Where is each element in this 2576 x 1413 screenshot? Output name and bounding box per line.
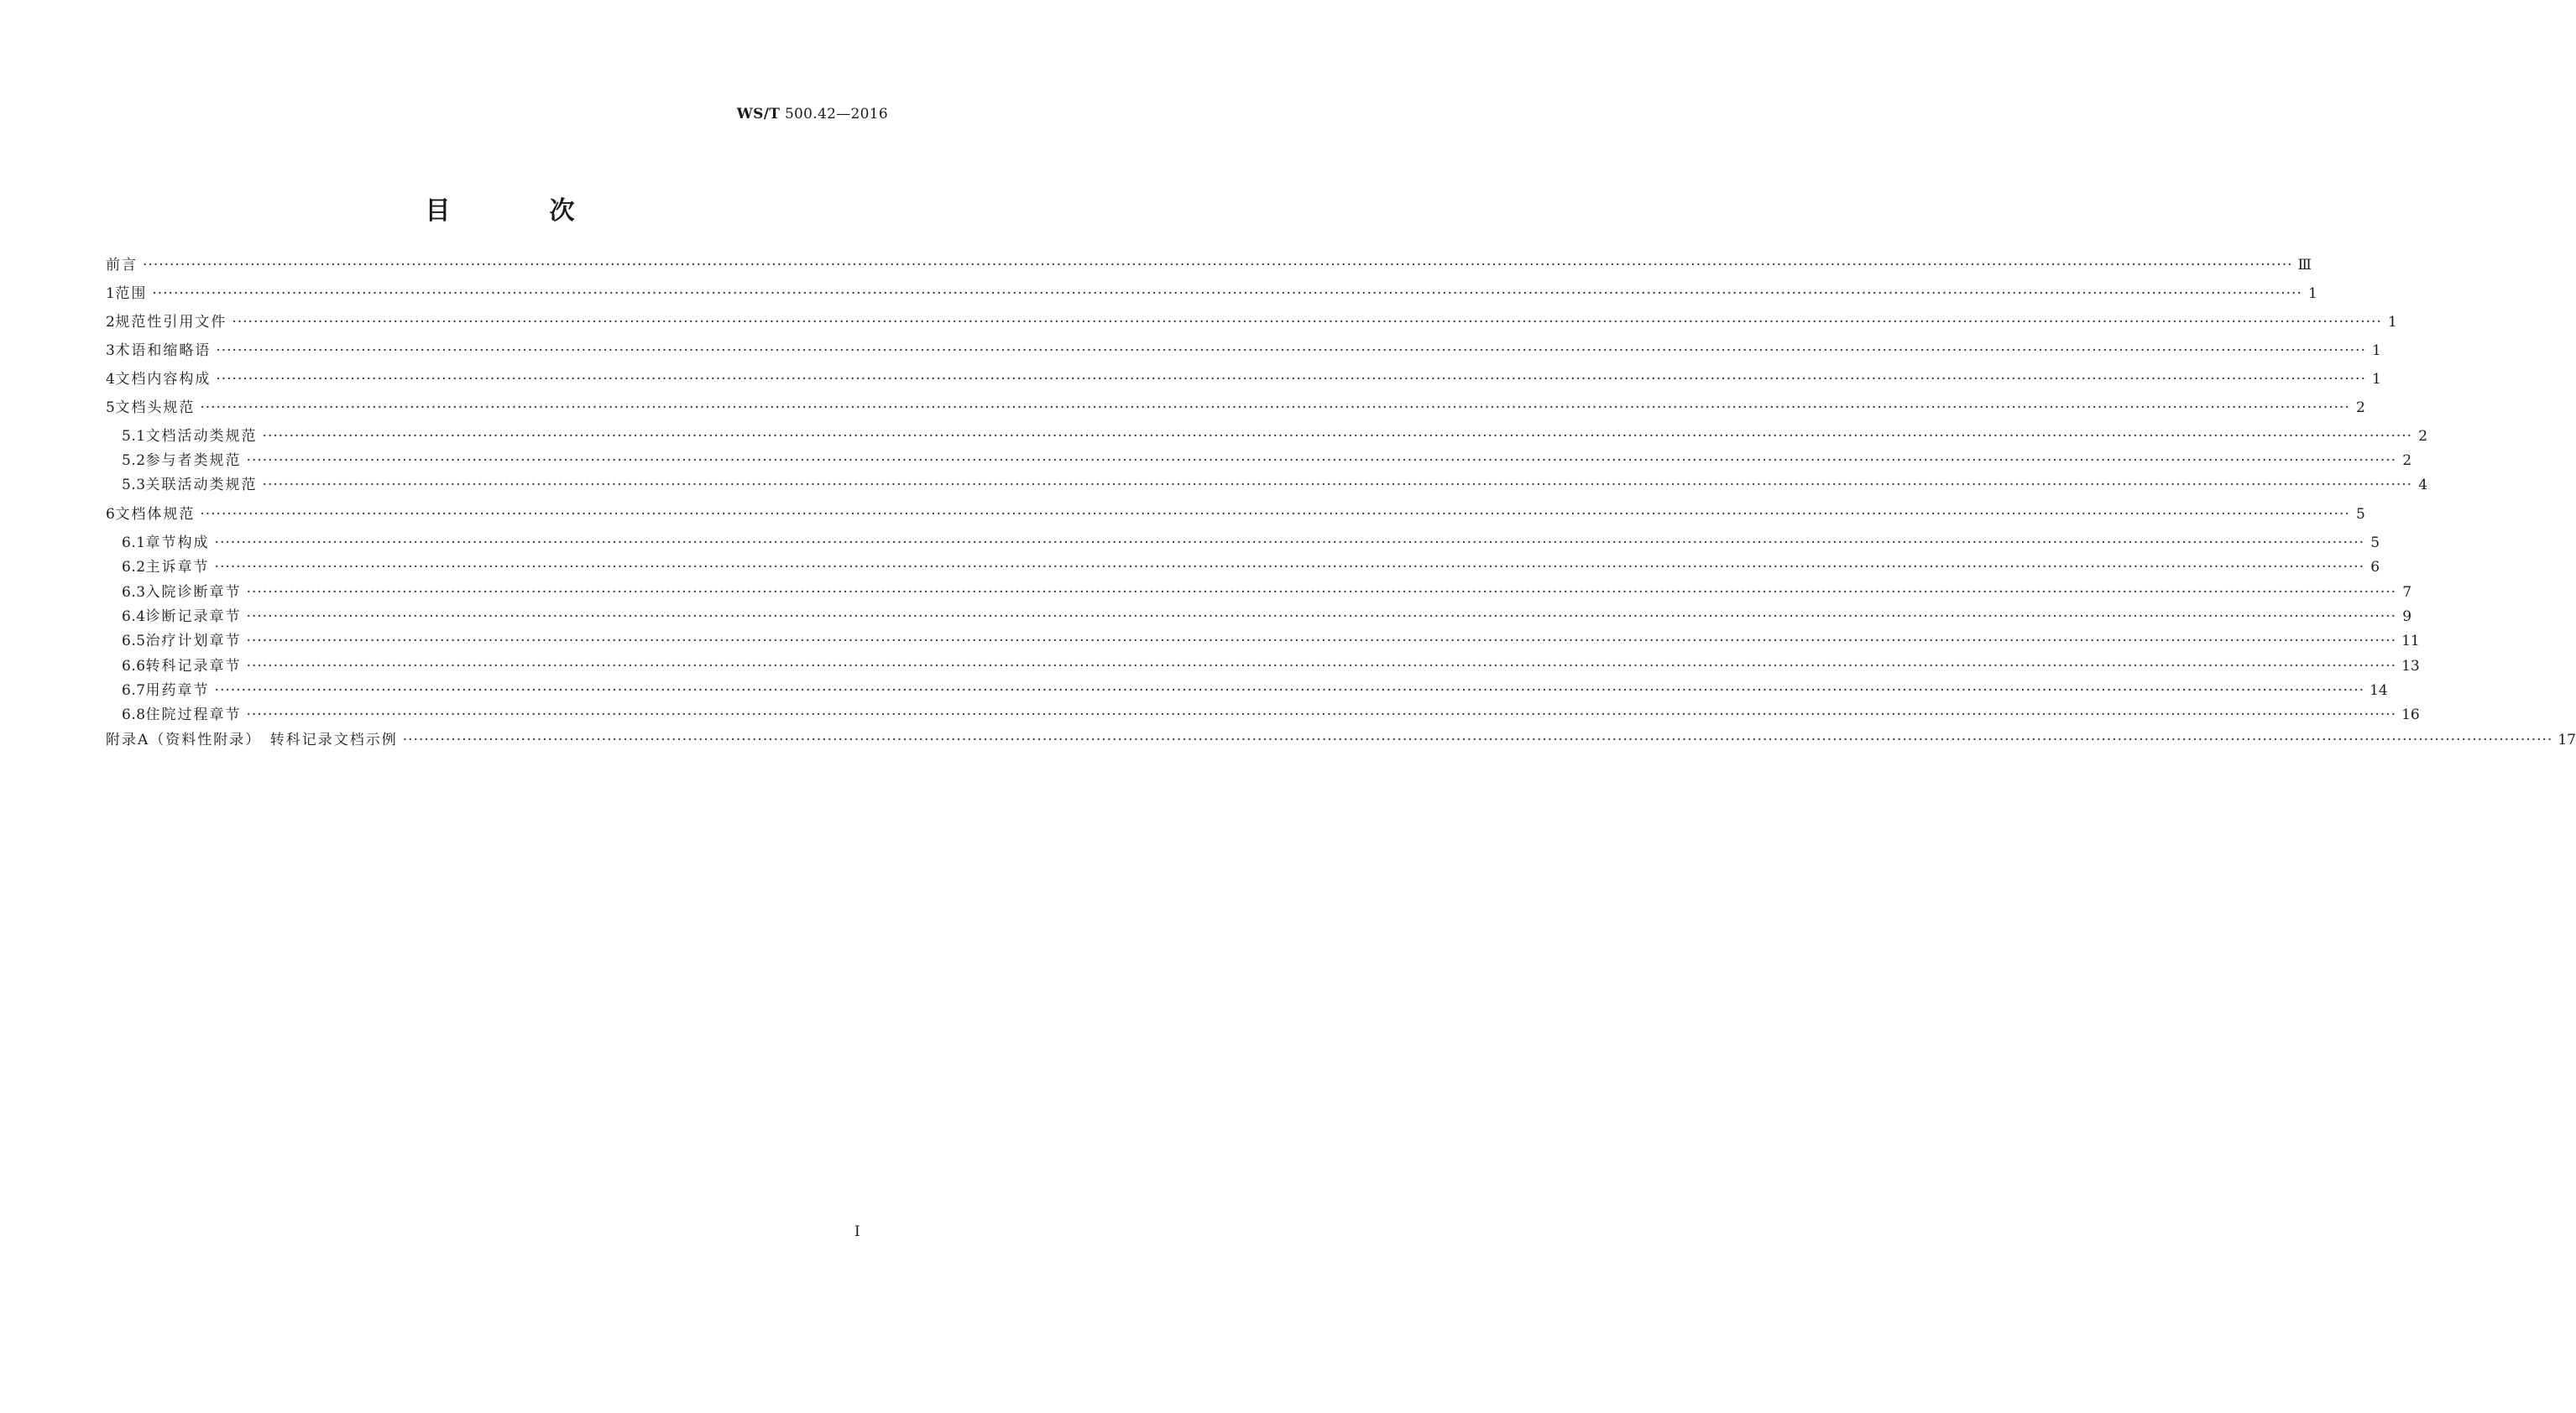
toc-entry-number: 6.2: [122, 559, 146, 576]
toc-entry-label: 术语和缩略语: [115, 342, 212, 359]
toc-dot-leader: ················································································································································································································································································································································································································: [246, 658, 2397, 675]
toc-entry[interactable]: [0, 369, 2381, 389]
toc-entry-label: 文档头规范: [115, 399, 196, 416]
toc-entry-label: 前言: [106, 257, 138, 274]
toc-entry-number: 6.4: [122, 608, 146, 625]
toc-dot-leader: ················································································································································································································································································································································································································: [246, 706, 2397, 723]
toc-entry-number: 5.3: [122, 477, 146, 493]
toc-entry[interactable]: [0, 656, 2420, 676]
toc-entry-page: 14: [2370, 682, 2388, 699]
toc-entry[interactable]: [0, 680, 2388, 701]
toc-entry-label: 入院诊断章节: [145, 584, 242, 601]
toc-dot-leader: ················································································································································································································································································································································································································: [246, 584, 2397, 601]
toc-entry-label: 附录A（资料性附录） 转科记录文档示例: [106, 732, 398, 748]
toc-entry-page: 2: [2418, 428, 2428, 445]
toc-dot-leader: ················································································································································································································································································································································································································: [232, 314, 2382, 331]
toc-entry-label: 章节构成: [145, 534, 210, 551]
toc-entry-number: 5: [106, 399, 116, 416]
toc-entry-label: 范围: [115, 285, 148, 302]
toc-entry-page: 7: [2402, 584, 2412, 601]
toc-entry-label: 诊断记录章节: [145, 608, 242, 625]
toc-entry[interactable]: [0, 607, 2412, 627]
toc-entry-label: 转科记录章节: [145, 658, 242, 675]
toc-entry-number: 5.2: [122, 452, 146, 469]
toc-entry-page: 16: [2401, 706, 2420, 723]
toc-entry[interactable]: [0, 631, 2420, 651]
toc-entry[interactable]: [0, 705, 2420, 725]
toc-entry-label: 主诉章节: [145, 559, 210, 576]
toc-dot-leader: ················································································································································································································································································································································································································: [262, 428, 2413, 445]
toc-entry-label: 住院过程章节: [145, 706, 242, 723]
toc-entry-label: 文档活动类规范: [145, 428, 258, 445]
toc-entry-number: 6.3: [122, 584, 146, 601]
toc-entry-number: 6.1: [122, 534, 146, 551]
toc-entry[interactable]: [0, 451, 2412, 471]
toc-entry[interactable]: [0, 284, 2317, 304]
toc-entry-number: 3: [106, 342, 116, 359]
toc-entry-number: 6.8: [122, 706, 146, 723]
toc-entry-page: 1: [2308, 285, 2317, 302]
toc-entry-page: 4: [2418, 477, 2428, 493]
toc-entry[interactable]: [0, 730, 2576, 750]
toc-entry-number: 2: [106, 314, 116, 331]
toc-entry-label: 文档内容构成: [115, 371, 212, 388]
toc-entry-label: 参与者类规范: [145, 452, 242, 469]
toc-entry-page: 1: [2388, 314, 2397, 331]
toc-entry-page: 11: [2401, 633, 2420, 649]
toc-entry-page: 1: [2372, 342, 2381, 359]
toc-entry[interactable]: [0, 533, 2380, 553]
toc-entry-number: 4: [106, 371, 116, 388]
toc-entry[interactable]: [0, 475, 2428, 495]
toc-dot-leader: ················································································································································································································································································································································································································: [152, 285, 2302, 302]
toc-dot-leader: ················································································································································································································································································································································································································: [214, 682, 2365, 699]
toc-entry-number: 6.5: [122, 633, 146, 649]
toc-dot-leader: ················································································································································································································································································································································································································: [246, 608, 2397, 625]
toc-dot-leader: ················································································································································································································································································································································································································: [216, 371, 2366, 388]
toc-entry-page: 2: [2356, 399, 2365, 416]
toc-entry-page: 17: [2558, 732, 2576, 748]
toc-entry[interactable]: [0, 398, 2365, 418]
toc-entry-page: Ⅲ: [2297, 257, 2312, 274]
standard-prefix: WS/T: [736, 106, 781, 123]
toc-entry-number: 5.1: [122, 428, 146, 445]
footer-page-number: I: [854, 1223, 860, 1240]
toc-dot-leader: ················································································································································································································································································································································································································: [262, 477, 2413, 493]
toc-entry-number: 1: [106, 285, 116, 302]
standard-number: 500.42—2016: [784, 106, 888, 123]
standard-code: [737, 106, 888, 123]
toc-entry[interactable]: [0, 341, 2381, 361]
toc-entry-page: 2: [2402, 452, 2412, 469]
toc-dot-leader: ················································································································································································································································································································································································································: [200, 506, 2350, 523]
toc-entry-number: 6: [106, 506, 116, 523]
toc-entry-label: 治疗计划章节: [145, 633, 242, 649]
toc-entry-page: 9: [2402, 608, 2412, 625]
toc-entry[interactable]: [0, 557, 2380, 577]
toc-dot-leader: ················································································································································································································································································································································································································: [214, 534, 2365, 551]
toc-entry[interactable]: [0, 426, 2428, 446]
toc-dot-leader: ················································································································································································································································································································································································································: [214, 559, 2365, 576]
toc-dot-leader: ················································································································································································································································································································································································································: [246, 633, 2397, 649]
toc-entry-label: 文档体规范: [115, 506, 196, 523]
toc-entry-page: 5: [2370, 534, 2380, 551]
toc-entry[interactable]: [0, 312, 2397, 332]
toc-entry-number: 6.7: [122, 682, 146, 699]
toc-dot-leader: ················································································································································································································································································································································································································: [402, 732, 2553, 748]
toc-entry-page: 1: [2372, 371, 2381, 388]
toc-entry-page: 13: [2401, 658, 2420, 675]
toc-dot-leader: ················································································································································································································································································································································································································: [200, 399, 2350, 416]
toc-entry[interactable]: [0, 582, 2412, 602]
toc-entry-label: 关联活动类规范: [145, 477, 258, 493]
toc-entry-label: 用药章节: [145, 682, 210, 699]
toc-entry-page: 5: [2356, 506, 2365, 523]
toc-dot-leader: ················································································································································································································································································································································································································: [143, 257, 2293, 274]
toc-entry-label: 规范性引用文件: [115, 314, 227, 331]
page-title: 目 次: [425, 196, 612, 226]
toc-entry-number: 6.6: [122, 658, 146, 675]
toc-entry-page: 6: [2370, 559, 2380, 576]
toc-dot-leader: ················································································································································································································································································································································································································: [216, 342, 2366, 359]
toc-entry[interactable]: [0, 504, 2365, 524]
toc-dot-leader: ················································································································································································································································································································································································································: [246, 452, 2397, 469]
toc-entry[interactable]: [0, 255, 2312, 275]
